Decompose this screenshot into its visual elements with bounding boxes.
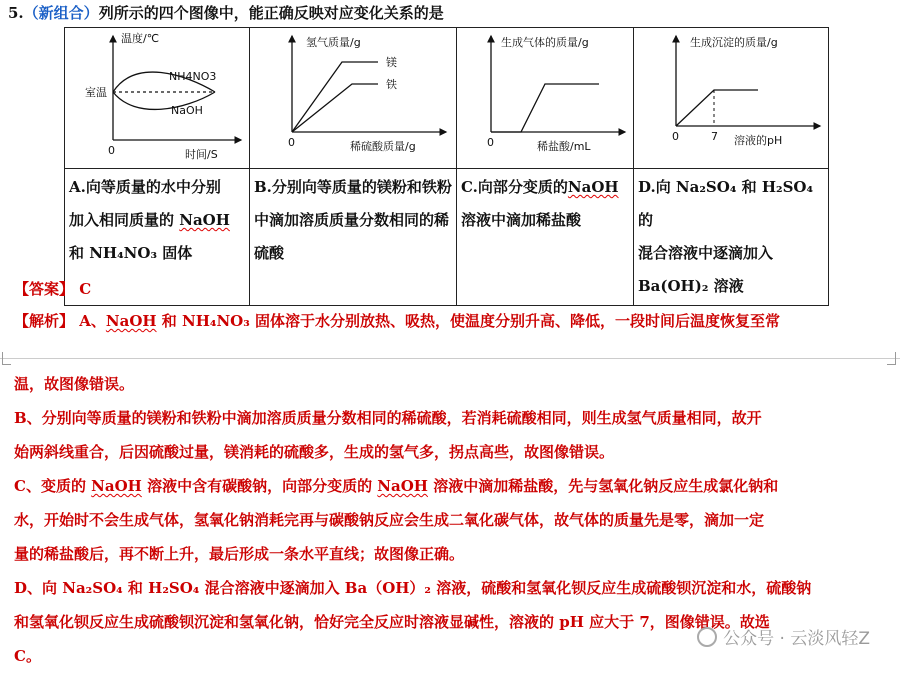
analysis-line-3: B、分别向等质量的镁粉和铁粉中滴加溶质质量分数相同的稀硫酸，若消耗硫酸相同，则生成氢气质量相同，故开	[14, 409, 762, 427]
option-a	[65, 169, 250, 306]
page-break-mark-right	[887, 352, 896, 365]
graph-a-origin: 0	[108, 144, 115, 157]
option-d	[634, 169, 829, 306]
analysis-label: 【解析】	[14, 312, 75, 330]
option-a-text: 加入相同质量的	[69, 211, 180, 229]
page-break-mark-left	[2, 352, 11, 365]
answer-value: C	[79, 280, 92, 298]
graph-b-line2-label: 铁	[386, 78, 397, 91]
analysis-l5-naoh: NaOH	[91, 477, 142, 495]
graph-b	[250, 28, 457, 169]
analysis-l1a: A、	[79, 312, 106, 330]
analysis-line-8: D、向 Na₂SO₄ 和 H₂SO₄ 混合溶液中逐滴加入 Ba（OH）₂ 溶液，硫酸和氢氧化钡反应生成硫酸钡沉淀和水，硫酸钠	[14, 579, 812, 597]
watermark	[697, 624, 870, 649]
graph-d-origin: 0	[672, 130, 679, 143]
analysis-l1-naoh: NaOH	[105, 312, 157, 330]
graph-a-lower-label: NaOH	[171, 104, 203, 117]
analysis-line-1	[14, 304, 780, 338]
analysis-line-2: 温，故图像错误。	[14, 375, 135, 393]
page-break-line	[0, 358, 900, 365]
graph-d	[634, 28, 829, 169]
answer-label: 【答案】	[14, 280, 75, 298]
option-c-naoh: NaOH	[567, 178, 619, 196]
question-source: （新组合）	[23, 4, 99, 22]
option-c-text1: C.向部分变质的	[461, 178, 568, 196]
graph-d-svg	[634, 28, 828, 164]
analysis-l5-naoh2: NaOH	[377, 477, 428, 495]
options-table	[64, 27, 829, 306]
analysis-l5a: C、变质的	[14, 477, 92, 495]
analysis-line-9: 和氢氧化钡反应生成硫酸钡沉淀和氢氧化钠，恰好完全反应时溶液显碱性，溶液的 pH 应大于 7，图像错误。故选	[14, 613, 770, 631]
wechat-icon	[697, 627, 717, 647]
graph-a	[65, 28, 250, 169]
option-b	[250, 169, 457, 306]
graph-d-tick: 7	[711, 130, 718, 143]
analysis-line-10: C。	[14, 647, 41, 665]
graph-c-ylabel: 生成气体的质量/g	[501, 36, 589, 49]
graph-c-xlabel: 稀盐酸/mL	[537, 140, 591, 153]
option-c	[457, 169, 634, 306]
graph-d-ylabel: 生成沉淀的质量/g	[690, 36, 778, 49]
question-header	[8, 2, 444, 23]
graph-a-ref-label: 室温	[85, 86, 107, 99]
analysis-l5b: 溶液中含有碳酸钠，向部分变质的	[141, 477, 378, 495]
option-a-naoh: NaOH	[179, 211, 230, 229]
option-d-line1: D.向 Na₂SO₄ 和 H₂SO₄ 的	[638, 178, 814, 229]
watermark-text: 公众号 · 云淡风轻Z	[723, 629, 870, 649]
option-d-line3: Ba(OH)₂ 溶液	[638, 277, 744, 295]
question-number: 5.	[8, 4, 24, 22]
graph-c-svg	[457, 28, 633, 164]
graph-a-svg	[65, 28, 249, 164]
graph-c	[457, 28, 634, 169]
graph-b-line1-label: 镁	[386, 56, 397, 69]
graph-b-origin: 0	[288, 136, 295, 149]
analysis-line-5	[14, 469, 778, 503]
graph-a-upper-label: NH4NO3	[169, 70, 217, 83]
graph-a-ylabel: 温度/℃	[121, 32, 160, 45]
option-b-text: B.分别向等质量的镁粉和铁粉中滴加溶质质量分数相同的稀硫酸	[254, 178, 452, 262]
graph-b-xlabel: 稀硫酸质量/g	[350, 140, 416, 153]
graph-b-ylabel: 氢气质量/g	[306, 36, 361, 49]
analysis-line-6: 水，开始时不会生成气体，氢氧化钠消耗完再与碳酸钠反应会生成二氧化碳气体，故气体的质量先是零，滴加一定	[14, 511, 765, 529]
question-stem: 列所示的四个图像中，能正确反映对应变化关系的是	[98, 4, 444, 22]
analysis-l1b: 和 NH₄NO₃ 固体溶于水分别放热、吸热，使温度分别升高、降低，一段时间后温度恢复至常	[156, 312, 781, 330]
option-a-line3: 和 NH₄NO₃ 固体	[69, 244, 193, 262]
option-a-line1: A.向等质量的水中分别	[69, 178, 221, 196]
option-a-line2	[69, 204, 245, 237]
option-c-text2: 溶液中滴加稀盐酸	[461, 211, 582, 229]
graph-c-origin: 0	[487, 136, 494, 149]
analysis-l5c: 溶液中滴加稀盐酸，先与氢氧化钠反应生成氯化钠和	[427, 477, 779, 495]
analysis-line-4: 始两斜线重合，后因硫酸过量，镁消耗的硫酸多，生成的氢气多，拐点高些，故图像错误。	[14, 443, 615, 461]
graph-b-svg	[250, 28, 456, 164]
graph-d-xlabel: 溶液的pH	[734, 134, 783, 147]
analysis-line-7: 量的稀盐酸后，再不断上升，最后形成一条水平直线；故图像正确。	[14, 545, 465, 563]
answer-line	[14, 278, 91, 299]
graph-a-xlabel: 时间/S	[185, 148, 218, 161]
option-d-line2: 混合溶液中逐滴加入	[638, 244, 774, 262]
